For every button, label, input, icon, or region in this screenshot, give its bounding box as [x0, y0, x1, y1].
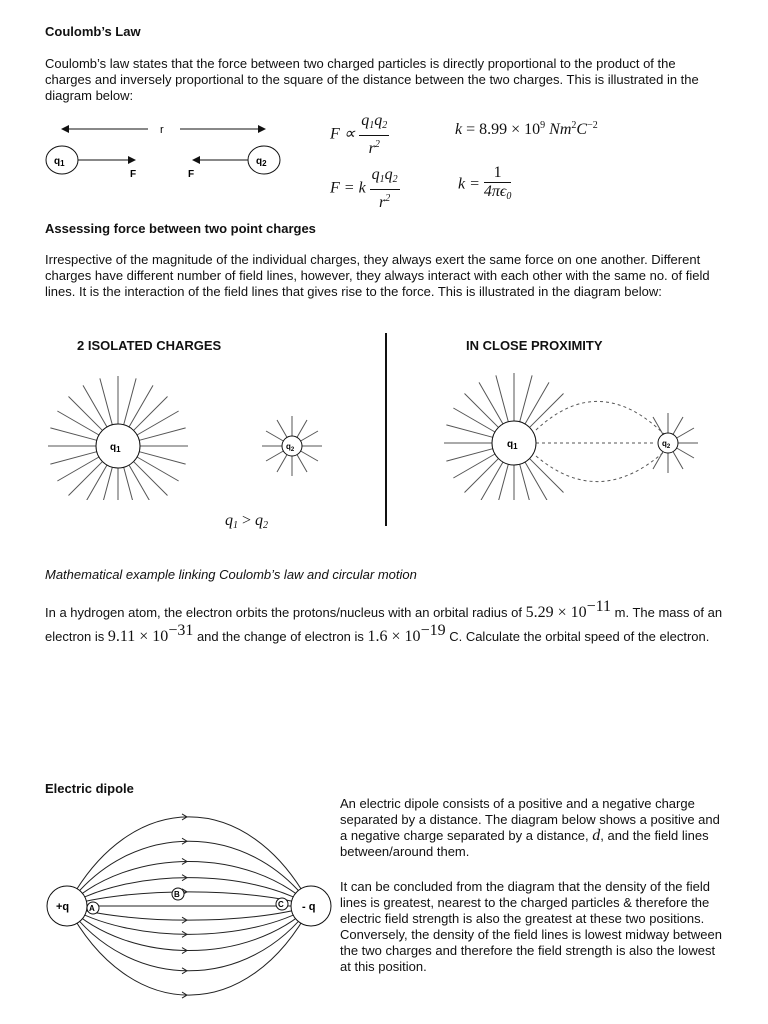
- dipole-field-line: [67, 892, 311, 906]
- dipole-field-line: [67, 861, 311, 906]
- field-line: [520, 464, 532, 500]
- shared-field-line-bottom: [536, 450, 666, 482]
- divider-line: [385, 333, 387, 526]
- field-line: [100, 467, 112, 500]
- field-line: [297, 420, 307, 437]
- q1-label-large: $q_1$: [110, 442, 121, 454]
- field-line: [134, 397, 168, 431]
- field-line: [653, 452, 663, 469]
- eq-proportional: F ∝ $\frac{q_1q_2}{r^2}$: [330, 112, 388, 157]
- field-line: [465, 394, 499, 428]
- q2-circle-small: [282, 436, 302, 456]
- shared-field-line-top: [536, 401, 666, 436]
- field-line: [479, 462, 503, 500]
- eq-k-value: $k = 8.99 \times 10^9$ $Nm^2C^{-2}$: [455, 120, 598, 138]
- field-line: [124, 467, 136, 500]
- eq-k-def: k = $\frac{1}{4\pi\epsilon_0}$: [458, 164, 512, 202]
- f-label-right: F: [188, 169, 195, 180]
- field-line: [301, 431, 318, 441]
- field-line: [266, 431, 283, 441]
- coulomb-diagram: [40, 115, 290, 185]
- field-line: [69, 462, 103, 496]
- field-line: [673, 452, 683, 469]
- positive-charge-label: +q: [56, 901, 70, 913]
- field-line: [301, 451, 318, 461]
- eq-coulomb: F = k $\frac{q_1q_2}{r^2}$: [330, 166, 398, 211]
- q2-label: $q_2$: [256, 156, 267, 168]
- field-line: [277, 420, 287, 437]
- dipole-field-line: [67, 906, 311, 920]
- q2-label-close: $q_2$: [662, 439, 671, 450]
- f-label-left: F: [130, 169, 137, 180]
- q2-label-small: $q_2$: [286, 442, 295, 453]
- field-line: [69, 397, 103, 431]
- right-diagram-title: IN CLOSE PROXIMITY: [466, 338, 603, 353]
- left-diagram-title: 2 ISOLATED CHARGES: [77, 338, 222, 353]
- close-proximity-diagram: [430, 360, 720, 500]
- dipole-field-line: [67, 841, 311, 906]
- q1-label: $q_1$: [54, 156, 65, 168]
- coulomb-heading: Coulomb’s Law: [45, 24, 141, 39]
- field-line: [525, 462, 549, 500]
- q1-label-close: $q_1$: [507, 439, 518, 451]
- r-label: r: [160, 124, 164, 136]
- field-line: [677, 428, 694, 438]
- field-line: [530, 394, 564, 428]
- charge-relation: $q_1 > q_2$: [225, 512, 269, 531]
- dipole-heading: Electric dipole: [45, 781, 134, 796]
- point-c-label: C: [278, 900, 284, 909]
- field-line: [465, 459, 499, 493]
- negative-charge-label: - q: [302, 901, 316, 913]
- field-line: [496, 464, 508, 500]
- field-line: [677, 448, 694, 458]
- dipole-diagram: [40, 810, 340, 1000]
- field-line: [129, 465, 153, 500]
- dipole-field-lines: [67, 814, 311, 998]
- field-line: [134, 462, 168, 496]
- q2-circle-close: [658, 433, 678, 453]
- example-text: In a hydrogen atom, the electron orbits the protons/nucleus with an orbital radius of 5.29 × 10−11 m. The mass of an electron is 9.11 × 10−31 and the change of electron is 1.6 × 10−19 C. Calculate the orbital speed of the electron.: [45, 598, 723, 645]
- dipole-text-1: An electric dipole consists of a positive and a negative charge separated by a distance. The diagram below shows a positive and a negative charge separated by a distance, d, and the field lines between/around them.: [340, 796, 720, 859]
- assessing-text: Irrespective of the magnitude of the individual charges, they always exert the same force on one another. Different charges have different number of field lines, however, they always interact with each other with the same no. of field lines. It is the interaction of the field lines that gives rise to the force. This is illustrated in the diagram below:: [45, 252, 710, 299]
- point-b-label: B: [174, 890, 180, 899]
- field-line: [277, 455, 287, 472]
- dipole-field-line: [67, 906, 311, 951]
- field-line: [673, 417, 683, 434]
- dipole-text-2: It can be concluded from the diagram that the density of the field lines is greatest, nearest to the charged particles & therefore the electric field strength is also the greatest at these two positions. Conversely, the density of the field lines is lowest midway between the two charges and therefore the field strength is also the lowest at this position.: [340, 879, 723, 974]
- coulomb-intro: Coulomb’s law states that the force between two charged particles is directly proportional to the product of the charges and inversely proportional to the square of the distance between the two charges. This is illustrated in the diagram below:: [45, 56, 699, 103]
- point-a-label: A: [89, 904, 95, 913]
- field-line: [297, 455, 307, 472]
- example-heading: Mathematical example linking Coulomb’s law and circular motion: [45, 567, 417, 582]
- field-line: [83, 465, 107, 500]
- isolated-charges-diagram: [40, 360, 380, 500]
- dipole-field-line: [67, 906, 311, 971]
- assessing-heading: Assessing force between two point charges: [45, 221, 316, 236]
- field-line: [266, 451, 283, 461]
